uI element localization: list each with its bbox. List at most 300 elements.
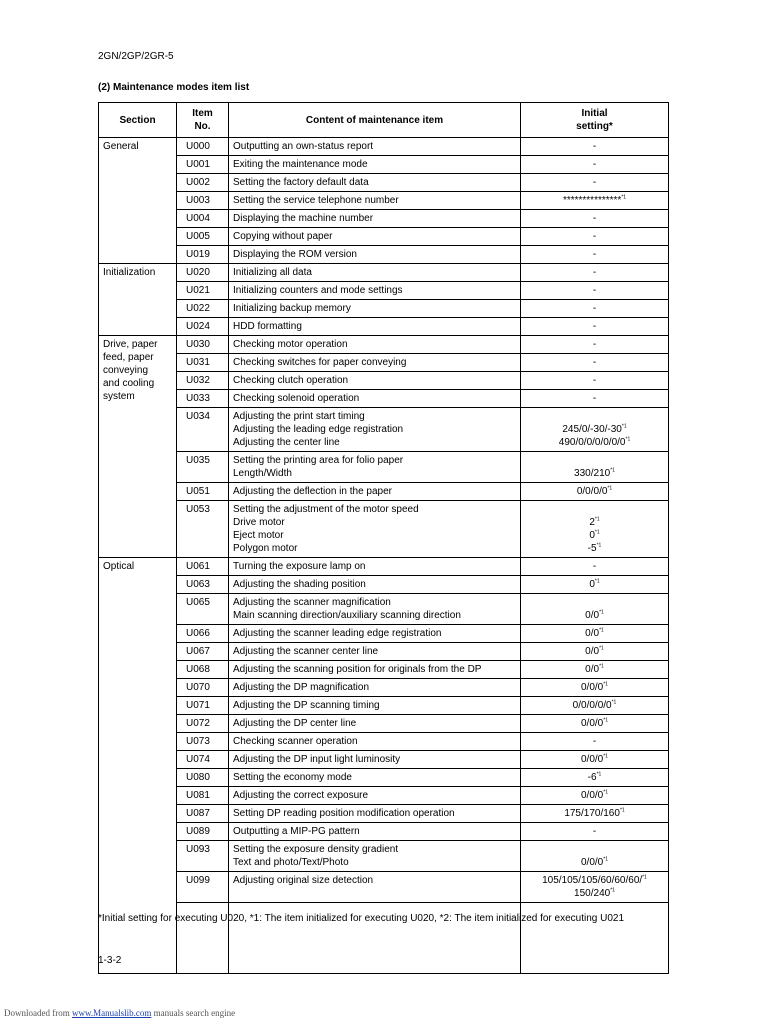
table-row (99, 174, 669, 192)
item-no-cell: U089 (177, 823, 229, 841)
content-cell (229, 733, 521, 751)
content-line: Adjusting the leading edge registration (233, 424, 404, 435)
header-initial (521, 103, 669, 138)
content-line: Exiting the maintenance mode (233, 159, 368, 170)
content-line: Outputting a MIP-PG pattern (233, 826, 360, 837)
initial-setting-cell (521, 805, 669, 823)
initial-setting-cell (521, 576, 669, 594)
initial-value: - (592, 213, 597, 224)
content-cell (229, 156, 521, 174)
initial-setting-line (525, 735, 664, 748)
initial-setting-cell (521, 501, 669, 558)
content-line: Checking switches for paper conveying (233, 357, 407, 368)
initial-value: 0 (589, 579, 595, 590)
item-no-cell: U071 (177, 697, 229, 715)
initial-value: - (592, 393, 597, 404)
footnote-marker: *1 (642, 874, 647, 881)
header-item-no-line2: No. (194, 121, 211, 132)
initial-setting-line (525, 516, 664, 529)
initial-value: 0/0 (585, 628, 600, 639)
content-line: Setting the adjustment of the motor speed (233, 504, 419, 515)
content-cell (229, 210, 521, 228)
content-cell (229, 787, 521, 805)
initial-setting-line (525, 230, 664, 243)
initial-value: -6 (587, 772, 597, 783)
section-name-line: feed, paper (103, 352, 154, 363)
item-no-cell: U019 (177, 246, 229, 264)
footnote-marker: *1 (621, 194, 627, 201)
section-name-line: and cooling (103, 378, 155, 389)
content-line: Adjusting the print start timing (233, 411, 365, 422)
initial-value: 0/0/0 (581, 754, 604, 765)
item-no-cell: U001 (177, 156, 229, 174)
footnote-marker: *1 (619, 807, 625, 814)
initial-value: 150/240 (574, 888, 611, 899)
table-row (99, 246, 669, 264)
content-line: Adjusting the DP magnification (233, 682, 370, 693)
initial-setting-line (525, 825, 664, 838)
initial-setting-line (525, 410, 664, 423)
section-cell (99, 558, 177, 974)
initial-setting-line (525, 423, 664, 436)
footnote-marker: *1 (610, 467, 615, 474)
content-line: Polygon motor (233, 543, 298, 554)
initial-setting-line (525, 320, 664, 333)
table-row (99, 805, 669, 823)
content-line: Drive motor (233, 517, 285, 528)
initial-setting-cell (521, 336, 669, 354)
table-row (99, 841, 669, 872)
initial-value: - (592, 736, 597, 747)
table-row (99, 300, 669, 318)
table-row (99, 594, 669, 625)
item-no-cell: U022 (177, 300, 229, 318)
table-row (99, 679, 669, 697)
content-line: Adjusting the DP center line (233, 718, 357, 729)
manualslib-link[interactable]: www.Manualslib.com (71, 1008, 152, 1018)
initial-setting-cell (521, 264, 669, 282)
initial-setting-cell (521, 138, 669, 156)
section-title: (2) Maintenance modes item list (98, 82, 250, 93)
item-no-cell: U031 (177, 354, 229, 372)
item-no-cell: U024 (177, 318, 229, 336)
initial-setting-line (525, 645, 664, 658)
initial-setting-line (525, 194, 664, 207)
content-cell (229, 625, 521, 643)
content-line: Adjusting the scanner magnification (233, 597, 391, 608)
initial-setting-cell (521, 452, 669, 483)
initial-setting-cell (521, 697, 669, 715)
content-line: HDD formatting (233, 321, 302, 332)
item-no-cell: U000 (177, 138, 229, 156)
footnote-marker: *1 (603, 789, 608, 796)
initial-value: 0/0/0/0 (576, 486, 608, 497)
initial-setting-cell (521, 751, 669, 769)
initial-value: - (592, 303, 597, 314)
initial-setting-line (525, 681, 664, 694)
initial-setting-cell (521, 733, 669, 751)
item-no-cell: U072 (177, 715, 229, 733)
initial-value: 2 (589, 517, 595, 528)
maintenance-table (98, 102, 669, 974)
initial-setting-cell (521, 483, 669, 501)
content-line: Setting the factory default data (233, 177, 369, 188)
content-cell (229, 823, 521, 841)
content-cell (229, 408, 521, 452)
table-row (99, 697, 669, 715)
item-no-cell: U073 (177, 733, 229, 751)
initial-setting-line (525, 467, 664, 480)
initial-value: - (592, 339, 597, 350)
footnote-marker: *1 (625, 436, 631, 443)
initial-value: - (592, 561, 597, 572)
item-no-cell: U035 (177, 452, 229, 483)
footnote-marker: *1 (603, 717, 608, 724)
content-line: Turning the exposure lamp on (233, 561, 366, 572)
header-section: Section (99, 103, 177, 138)
initial-setting-line (525, 542, 664, 555)
content-cell (229, 594, 521, 625)
content-cell (229, 192, 521, 210)
initial-value: - (592, 321, 597, 332)
header-item-no-line1: Item (192, 108, 213, 119)
initial-setting-line (525, 807, 664, 820)
content-line: Setting the service telephone number (233, 195, 399, 206)
item-no-cell: U002 (177, 174, 229, 192)
content-line: Length/Width (233, 468, 292, 479)
table-row (99, 501, 669, 558)
content-line: Text and photo/Text/Photo (233, 857, 349, 868)
initial-value: - (592, 141, 597, 152)
table-row (99, 661, 669, 679)
table-row (99, 452, 669, 483)
content-cell (229, 558, 521, 576)
content-line: Adjusting the center line (233, 437, 340, 448)
initial-setting-cell (521, 300, 669, 318)
content-line: Outputting an own-status report (233, 141, 374, 152)
header-initial-line2: setting* (576, 121, 613, 132)
initial-setting-line (525, 789, 664, 802)
initial-setting-cell (521, 558, 669, 576)
initial-setting-line (525, 887, 664, 900)
initial-setting-line (525, 436, 664, 449)
item-no-cell: U020 (177, 264, 229, 282)
table-header-row (99, 103, 669, 138)
content-line: Adjusting the shading position (233, 579, 366, 590)
initial-value: - (592, 249, 597, 260)
table-row (99, 733, 669, 751)
initial-setting-cell (521, 156, 669, 174)
footnote-marker: *1 (603, 856, 608, 863)
initial-setting-line (525, 843, 664, 856)
content-line: Adjusting the correct exposure (233, 790, 369, 801)
initial-value: 105/105/105/60/60/60/ (542, 875, 643, 886)
table-row (99, 787, 669, 805)
initial-value: - (592, 177, 597, 188)
footnote-marker: *1 (603, 753, 608, 760)
initial-value: 0/0/0 (581, 718, 604, 729)
content-line: Adjusting the scanner leading edge registration (233, 628, 442, 639)
section-name-line: Initialization (103, 267, 156, 278)
table-row (99, 823, 669, 841)
initial-setting-cell (521, 594, 669, 625)
initial-setting-line (525, 212, 664, 225)
initial-setting-cell (521, 228, 669, 246)
content-cell (229, 354, 521, 372)
content-cell (229, 174, 521, 192)
initial-setting-line (525, 392, 664, 405)
content-line: Adjusting original size detection (233, 875, 374, 886)
item-no-cell: U087 (177, 805, 229, 823)
content-cell (229, 452, 521, 483)
item-no-cell: U081 (177, 787, 229, 805)
section-name-line: General (103, 141, 139, 152)
initial-value: - (592, 231, 597, 242)
section-cell (99, 138, 177, 264)
content-cell (229, 483, 521, 501)
initial-value: 0/0/0 (581, 857, 604, 868)
table-row (99, 769, 669, 787)
initial-setting-line (525, 302, 664, 315)
table-row (99, 576, 669, 594)
initial-value: - (592, 826, 597, 837)
footnote-marker: *1 (621, 423, 627, 430)
content-line: Adjusting the DP scanning timing (233, 700, 380, 711)
initial-setting-line (525, 338, 664, 351)
footnote-marker: *1 (610, 887, 615, 894)
content-line: Eject motor (233, 530, 284, 541)
item-no-cell: U074 (177, 751, 229, 769)
footnote-marker: *1 (594, 516, 600, 523)
section-name-line: Drive, paper (103, 339, 158, 350)
initial-setting-cell (521, 715, 669, 733)
item-no-cell: U068 (177, 661, 229, 679)
initial-setting-cell (521, 872, 669, 903)
table-row (99, 390, 669, 408)
section-cell (99, 264, 177, 336)
footnote: *Initial setting for executing U020, *1: The item initialized for executing U020, *2: The item initialized for executing U021 (98, 913, 625, 924)
content-cell (229, 769, 521, 787)
item-no-cell: U032 (177, 372, 229, 390)
initial-setting-line (525, 284, 664, 297)
section-name-line: system (103, 391, 135, 402)
table-row (99, 336, 669, 354)
item-no-cell: U030 (177, 336, 229, 354)
item-no-cell: U051 (177, 483, 229, 501)
content-line: Main scanning direction/auxiliary scanning direction (233, 610, 461, 621)
content-line: Adjusting the scanner center line (233, 646, 379, 657)
download-prefix: Downloaded from (4, 1008, 72, 1018)
content-cell (229, 501, 521, 558)
initial-setting-line (525, 485, 664, 498)
initial-setting-line (525, 874, 664, 887)
footnote-marker: *1 (594, 529, 600, 536)
content-cell (229, 390, 521, 408)
initial-setting-cell (521, 246, 669, 264)
initial-value: 0/0/0/0/0 (572, 700, 612, 711)
initial-value: 0/0 (585, 610, 600, 621)
content-cell (229, 264, 521, 282)
content-line: Setting DP reading position modification operation (233, 808, 455, 819)
initial-setting-cell (521, 408, 669, 452)
initial-value: 0/0 (585, 646, 600, 657)
initial-setting-line (525, 578, 664, 591)
item-no-cell: U066 (177, 625, 229, 643)
table-row (99, 408, 669, 452)
content-line: Checking motor operation (233, 339, 348, 350)
initial-value: - (592, 375, 597, 386)
table-row (99, 192, 669, 210)
initial-setting-line (525, 374, 664, 387)
table-row (99, 210, 669, 228)
item-no-cell: U053 (177, 501, 229, 558)
item-no-cell: U021 (177, 282, 229, 300)
content-cell (229, 643, 521, 661)
initial-value: 0/0/0 (581, 790, 604, 801)
content-cell (229, 336, 521, 354)
section-name-line: Optical (103, 561, 135, 572)
item-no-cell: U003 (177, 192, 229, 210)
content-line: Setting the printing area for folio paper (233, 455, 404, 466)
footnote-marker: *1 (599, 609, 604, 616)
initial-setting-line (525, 529, 664, 542)
initial-value: *************** (562, 195, 622, 206)
content-line: Copying without paper (233, 231, 333, 242)
initial-value: - (592, 267, 597, 278)
initial-value: 330/210 (574, 468, 611, 479)
initial-setting-line (525, 503, 664, 516)
item-no-cell: U065 (177, 594, 229, 625)
initial-setting-line (525, 753, 664, 766)
initial-setting-line (525, 609, 664, 622)
item-no-cell: U067 (177, 643, 229, 661)
document-header: 2GN/2GP/2GR-5 (98, 51, 174, 62)
content-cell (229, 300, 521, 318)
content-cell (229, 372, 521, 390)
initial-setting-line (525, 454, 664, 467)
table-row (99, 228, 669, 246)
initial-setting-cell (521, 625, 669, 643)
initial-value: -5 (587, 543, 597, 554)
initial-setting-cell (521, 661, 669, 679)
initial-setting-line (525, 356, 664, 369)
initial-value: - (592, 285, 597, 296)
table-row (99, 715, 669, 733)
item-no-cell: U004 (177, 210, 229, 228)
initial-setting-line (525, 158, 664, 171)
section-name-line: conveying (103, 365, 149, 376)
footnote-marker: *1 (599, 627, 604, 634)
initial-setting-line (525, 248, 664, 261)
initial-setting-line (525, 596, 664, 609)
content-cell (229, 282, 521, 300)
initial-setting-line (525, 266, 664, 279)
content-line: Adjusting the scanning position for originals from the DP (233, 664, 482, 675)
table-row (99, 558, 669, 576)
initial-setting-line (525, 176, 664, 189)
initial-setting-cell (521, 372, 669, 390)
header-content: Content of maintenance item (229, 103, 521, 138)
content-line: Initializing all data (233, 267, 312, 278)
footnote-marker: *1 (607, 485, 613, 492)
content-line: Adjusting the deflection in the paper (233, 486, 392, 497)
content-cell (229, 228, 521, 246)
initial-setting-cell (521, 643, 669, 661)
footnote-marker: *1 (599, 645, 604, 652)
table-row (99, 751, 669, 769)
content-cell (229, 138, 521, 156)
footnote-marker: *1 (611, 699, 617, 706)
initial-setting-line (525, 771, 664, 784)
content-line: Setting the economy mode (233, 772, 352, 783)
item-no-cell: U033 (177, 390, 229, 408)
content-cell (229, 246, 521, 264)
item-no-cell: U005 (177, 228, 229, 246)
content-line: Initializing counters and mode settings (233, 285, 403, 296)
table-row (99, 138, 669, 156)
footnote-marker: *1 (594, 578, 600, 585)
initial-value: 245/0/-30/-30 (562, 424, 622, 435)
table-row (99, 372, 669, 390)
initial-setting-line (525, 140, 664, 153)
content-cell (229, 697, 521, 715)
download-notice (4, 1008, 235, 1018)
initial-setting-cell (521, 390, 669, 408)
table-row (99, 282, 669, 300)
download-suffix: manuals search engine (151, 1008, 236, 1018)
initial-setting-cell (521, 282, 669, 300)
content-cell (229, 661, 521, 679)
initial-setting-cell (521, 354, 669, 372)
initial-setting-cell (521, 769, 669, 787)
content-line: Checking solenoid operation (233, 393, 360, 404)
table-row (99, 156, 669, 174)
content-cell (229, 872, 521, 903)
initial-value: 0/0 (585, 664, 600, 675)
initial-setting-cell (521, 841, 669, 872)
content-cell (229, 679, 521, 697)
item-no-cell: U080 (177, 769, 229, 787)
content-cell (229, 318, 521, 336)
initial-value: - (592, 357, 597, 368)
item-no-cell: U070 (177, 679, 229, 697)
content-line: Displaying the ROM version (233, 249, 357, 260)
initial-value: 490/0/0/0/0/0/0 (558, 437, 626, 448)
table-row (99, 354, 669, 372)
initial-value: 175/170/160 (564, 808, 620, 819)
table-row (99, 483, 669, 501)
initial-value: 0/0/0 (581, 682, 604, 693)
initial-setting-line (525, 560, 664, 573)
content-cell (229, 841, 521, 872)
table-body (99, 138, 669, 974)
content-cell (229, 576, 521, 594)
header-item-no (177, 103, 229, 138)
section-cell (99, 336, 177, 558)
content-line: Adjusting the DP input light luminosity (233, 754, 401, 765)
initial-value: 0 (589, 530, 595, 541)
initial-setting-cell (521, 787, 669, 805)
initial-setting-line (525, 699, 664, 712)
initial-setting-cell (521, 174, 669, 192)
item-no-cell: U034 (177, 408, 229, 452)
footnote-marker: *1 (596, 771, 602, 778)
content-line: Initializing backup memory (233, 303, 351, 314)
footnote-marker: *1 (596, 542, 602, 549)
item-no-cell: U063 (177, 576, 229, 594)
table-row (99, 318, 669, 336)
initial-setting-cell (521, 210, 669, 228)
